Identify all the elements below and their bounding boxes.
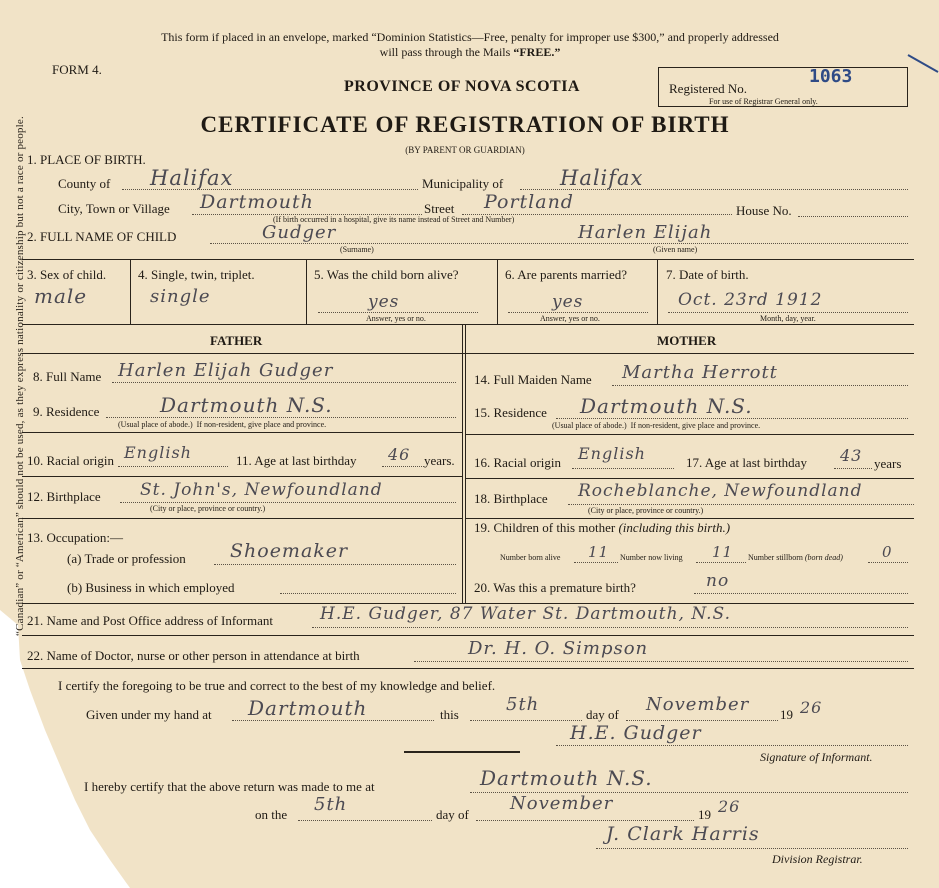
doctor-label: 22. Name of Doctor, nurse or other person in attendance at birth <box>27 648 360 663</box>
father-abode-note: (Usual place of abode.) <box>118 420 193 429</box>
number-living-value: 11 <box>712 543 734 561</box>
registrar-dayof-label: day of <box>436 807 469 822</box>
father-birthplace-note: (City or place, province or country.) <box>150 504 266 513</box>
divider-facts-2 <box>306 259 307 324</box>
number-born-alive-line <box>574 562 618 563</box>
premature-label: 20. Was this a premature birth? <box>474 580 636 595</box>
number-born-alive-value: 11 <box>588 543 610 561</box>
divider-facts-4 <box>657 259 658 324</box>
rule-mother-1 <box>465 434 914 435</box>
informant-line <box>312 627 908 628</box>
registrar-year-value: 26 <box>718 797 741 816</box>
province-heading: PROVINCE OF NOVA SCOTIA <box>344 78 580 95</box>
father-name-line <box>112 382 456 383</box>
informant-signature: H.E. Gudger <box>570 722 702 744</box>
certificate-subtitle: (BY PARENT OR GUARDIAN) <box>405 145 525 155</box>
hospital-note: (If birth occurred in a hospital, give its name instead of Street and Number) <box>273 215 515 224</box>
father-race-line <box>118 466 228 467</box>
born-alive-note: Answer, yes or no. <box>366 314 426 323</box>
mother-name-value: Martha Herrott <box>622 362 778 383</box>
born-alive-line <box>318 312 478 313</box>
mother-residence-value: Dartmouth N.S. <box>580 394 753 418</box>
father-race-value: English <box>124 443 192 462</box>
registered-number: 1063 <box>809 66 853 87</box>
number-born-alive-label: Number born alive <box>500 553 561 562</box>
postal-notice-line2 <box>90 45 850 60</box>
parents-married-value: yes <box>552 292 584 312</box>
rule-mother-3 <box>465 518 914 519</box>
seal-line <box>404 751 520 753</box>
children-label-note: (including this birth.) <box>618 520 731 535</box>
mother-name-label: 14. Full Maiden Name <box>474 372 592 387</box>
father-race-label: 10. Racial origin <box>27 453 115 468</box>
postal-notice-free: “FREE.” <box>513 45 561 59</box>
premature-value: no <box>706 571 730 591</box>
parents-married-note: Answer, yes or no. <box>540 314 600 323</box>
number-stillborn-text: Number stillborn <box>748 553 803 562</box>
born-alive-label: 5. Was the child born alive? <box>314 267 459 282</box>
father-heading: FATHER <box>210 333 263 348</box>
father-birthplace-line <box>120 502 456 503</box>
rule-mother-2 <box>465 478 914 479</box>
side-note: “Canadian” or “American” should not be used, as they express nationality or citizenship but not a race or people. <box>14 116 26 636</box>
registrar-year-prefix: 19 <box>698 807 711 822</box>
date-of-birth-line <box>668 312 908 313</box>
mother-race-label: 16. Racial origin <box>474 455 562 470</box>
mother-heading: MOTHER <box>657 333 717 348</box>
registered-label: Registered No. <box>669 81 747 96</box>
given-day-line <box>470 720 582 721</box>
blue-pen-mark <box>908 55 938 72</box>
child-given-value: Harlen Elijah <box>578 222 713 243</box>
rule-doctor-bottom <box>22 668 914 669</box>
informant-label: 21. Name and Post Office address of Informant <box>27 613 273 628</box>
occupation-label: 13. Occupation:— <box>27 530 124 545</box>
father-years-label: years. <box>424 453 455 468</box>
mother-birthplace-label: 18. Birthplace <box>474 491 548 506</box>
mother-birthplace-value: Rocheblanche, Newfoundland <box>578 481 863 501</box>
place-of-birth-label: 1. PLACE OF BIRTH. <box>27 152 146 167</box>
father-residence-label: 9. Residence <box>33 404 100 419</box>
given-under-label: Given under my hand at <box>86 707 212 722</box>
number-stillborn-note: (born dead) <box>804 553 843 562</box>
trade-value: Shoemaker <box>230 540 349 562</box>
municipality-value: Halifax <box>560 166 644 190</box>
given-place-line <box>232 720 434 721</box>
business-label: (b) Business in which employed <box>67 580 235 595</box>
number-stillborn-value: 0 <box>882 543 893 561</box>
father-residence-line <box>106 417 456 418</box>
sex-value: male <box>34 284 88 308</box>
postal-notice-line1: This form if placed in an envelope, marked “Dominion Statistics—Free, penalty for improper use $300,” and properly addressed <box>161 30 779 44</box>
registrar-month-value: November <box>510 793 614 814</box>
informant-signature-line <box>556 745 908 746</box>
divider-parents-left <box>462 324 463 603</box>
sex-label: 3. Sex of child. <box>27 267 107 282</box>
mother-race-line <box>572 468 674 469</box>
business-line <box>280 593 456 594</box>
father-age-label: 11. Age at last birthday <box>236 453 357 468</box>
registered-box <box>658 67 908 107</box>
born-alive-value: yes <box>368 292 400 312</box>
registrar-signature-label: Division Registrar. <box>772 852 863 866</box>
children-label-text: 19. Children of this mother <box>474 520 616 535</box>
mother-abode-note: (Usual place of abode.) <box>552 421 627 430</box>
given-name-note: (Given name) <box>653 245 698 254</box>
city-label: City, Town or Village <box>58 201 170 216</box>
mother-residence-line <box>556 418 908 419</box>
mother-birthplace-line <box>568 504 914 505</box>
father-name-value: Harlen Elijah Gudger <box>118 360 334 381</box>
number-stillborn-line <box>868 562 908 563</box>
father-birthplace-value: St. John's, Newfoundland <box>140 480 383 500</box>
date-of-birth-label: 7. Date of birth. <box>666 267 749 282</box>
registrar-signature-line <box>596 848 908 849</box>
registrar-month-line <box>476 820 694 821</box>
trade-line <box>214 564 456 565</box>
mother-residence-note <box>552 421 760 430</box>
municipality-label: Municipality of <box>422 176 504 191</box>
father-residence-note <box>118 420 326 429</box>
registrar-day-value: 5th <box>314 794 348 815</box>
divider-parents-right <box>465 324 466 603</box>
mother-residence-label: 15. Residence <box>474 405 547 420</box>
informant-signature-label: Signature of Informant. <box>760 750 873 764</box>
father-name-label: 8. Full Name <box>33 369 102 384</box>
given-dayof-label: day of <box>586 707 619 722</box>
father-age-line <box>382 466 424 467</box>
registrar-day-line <box>298 820 432 821</box>
certificate-title: CERTIFICATE OF REGISTRATION OF BIRTH <box>200 112 730 137</box>
county-label: County of <box>58 176 111 191</box>
mother-name-line <box>612 385 908 386</box>
parents-married-line <box>508 312 648 313</box>
premature-line <box>694 593 908 594</box>
given-this-label: this <box>440 707 459 722</box>
registered-note: For use of Registrar General only. <box>709 97 818 106</box>
registrar-on-label: on the <box>255 807 288 822</box>
city-value: Dartmouth <box>200 191 314 213</box>
rule-informant-bottom <box>22 635 914 636</box>
father-residence-value: Dartmouth N.S. <box>160 393 333 417</box>
plurality-label: 4. Single, twin, triplet. <box>138 267 255 282</box>
given-year-prefix: 19 <box>780 707 793 722</box>
plurality-value: single <box>150 286 211 307</box>
trade-label: (a) Trade or profession <box>67 551 186 566</box>
registrar-statement: I hereby certify that the above return was made to me at <box>84 779 375 794</box>
father-age-value: 46 <box>388 445 411 464</box>
mother-race-value: English <box>578 444 646 463</box>
mother-years-label: years <box>874 456 902 471</box>
registrar-place-value: Dartmouth N.S. <box>480 766 653 790</box>
certify-statement: I certify the foregoing to be true and correct to the best of my knowledge and belief. <box>58 678 496 693</box>
registrar-signature: J. Clark Harris <box>606 823 760 845</box>
surname-note: (Surname) <box>340 245 374 254</box>
house-line <box>798 216 908 217</box>
mother-age-label: 17. Age at last birthday <box>686 455 807 470</box>
given-day-value: 5th <box>506 694 540 715</box>
divider-facts-1 <box>130 259 131 324</box>
house-label: House No. <box>736 203 792 218</box>
informant-value: H.E. Gudger, 87 Water St. Dartmouth, N.S. <box>320 604 731 624</box>
child-surname-value: Gudger <box>262 222 337 243</box>
date-of-birth-value: Oct. 23rd 1912 <box>678 290 823 310</box>
doctor-line <box>414 661 908 662</box>
rule-facts-bottom <box>22 324 914 325</box>
doctor-value: Dr. H. O. Simpson <box>468 638 649 659</box>
form-number: FORM 4. <box>52 62 102 77</box>
rule-parents-header <box>22 353 914 354</box>
given-place-value: Dartmouth <box>248 696 368 720</box>
number-stillborn-label <box>748 553 843 562</box>
rule-father-1 <box>22 432 462 433</box>
number-living-label: Number now living <box>620 553 683 562</box>
father-nonresident-note: If non-resident, give place and province. <box>196 420 327 429</box>
postal-notice <box>90 30 850 60</box>
given-month-value: November <box>646 694 750 715</box>
rule-facts-top <box>22 259 914 260</box>
children-label <box>474 520 730 536</box>
rule-father-3 <box>22 518 462 519</box>
given-month-line <box>626 720 778 721</box>
child-name-line <box>210 243 908 244</box>
street-label: Street <box>424 201 455 216</box>
father-birthplace-label: 12. Birthplace <box>27 489 101 504</box>
mother-nonresident-note: If non-resident, give place and province. <box>630 421 761 430</box>
number-living-line <box>696 562 746 563</box>
postal-notice-text: will pass through the Mails <box>379 45 514 59</box>
date-of-birth-note: Month, day, year. <box>760 314 816 323</box>
divider-facts-3 <box>497 259 498 324</box>
child-name-label: 2. FULL NAME OF CHILD <box>27 229 177 244</box>
mother-age-line <box>834 468 872 469</box>
mother-age-value: 43 <box>840 446 863 465</box>
given-year-value: 26 <box>800 698 823 717</box>
mother-birthplace-note: (City or place, province or country.) <box>588 506 704 515</box>
parents-married-label: 6. Are parents married? <box>505 267 628 282</box>
county-value: Halifax <box>150 166 234 190</box>
street-value: Portland <box>484 191 574 213</box>
rule-father-2 <box>22 476 462 477</box>
